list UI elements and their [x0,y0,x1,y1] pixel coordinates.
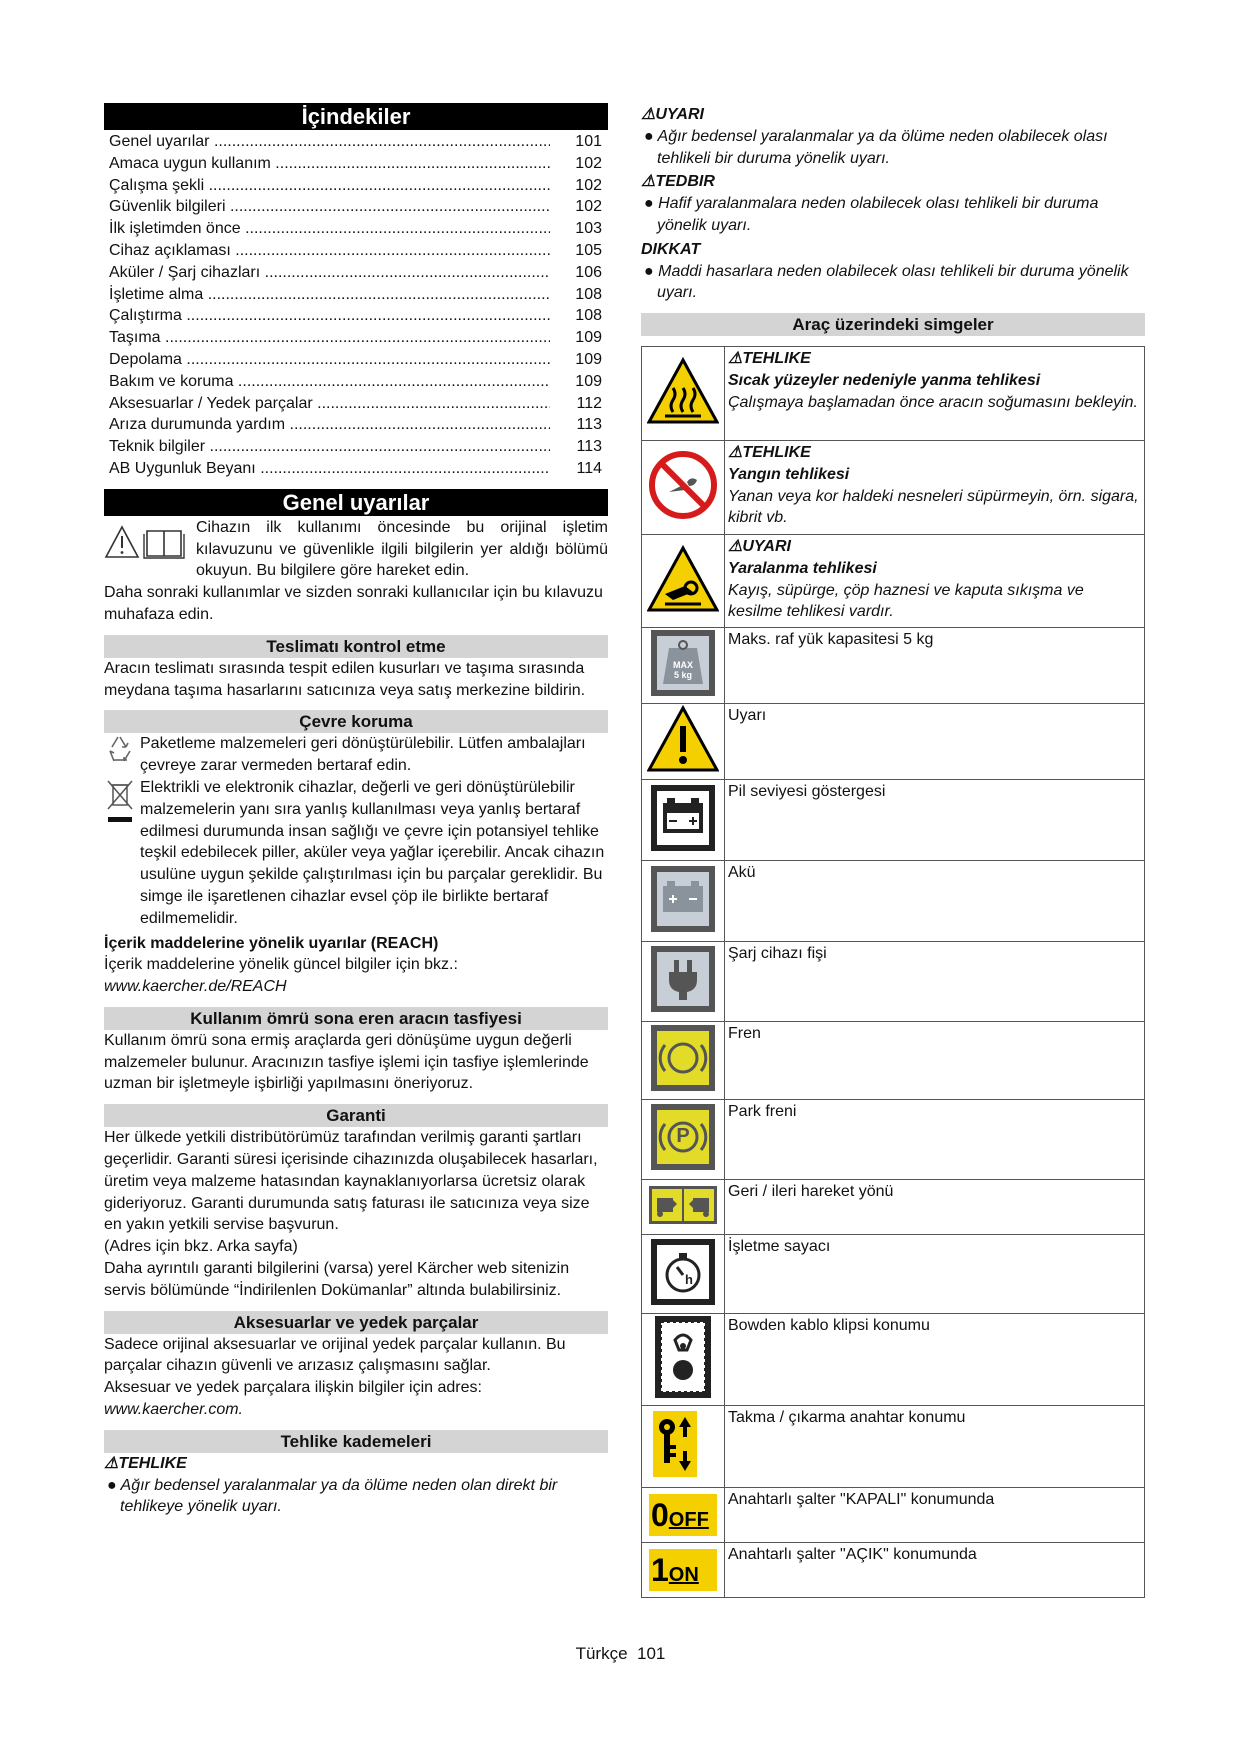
toc-entry-page: 106 [575,263,602,281]
toc-entry-label: Güvenlik bilgileri ..... [109,196,550,218]
tasfiye-title: Kullanım ömrü sona eren aracın tasfiyesi [104,1007,608,1030]
toc-entry-label: AB Uygunluk Beyanı ..... [109,458,550,480]
toc-entry[interactable] [104,436,608,458]
toc-entry-page: 109 [575,329,602,347]
symbol-row [642,1235,1145,1314]
crossed-bin-icon [104,777,136,825]
garanti-p3: Daha ayrıntılı garanti bilgilerini (varsa) yerel Kärcher web sitenizin servis bölümünde “İndirilenlen Dokümanlar” altında bulabilirsiniz. [104,1260,570,1299]
aksesuar-p2: Aksesuar ve yedek parçalara ilişkin bilgiler için adres: [104,1379,482,1397]
symbol-text: Yanan veya kor haldeki nesneleri süpürmeyin, örn. sigara, kibrit vb. [728,487,1139,526]
recycle-block [104,733,608,777]
toc-entry[interactable] [104,284,608,306]
symbol-text: Şarj cihazı fişi [725,942,1145,1022]
aksesuar-p2-block [104,1377,608,1421]
warning-triangle-small-icon: ⚠ [728,444,743,462]
reach-text: İçerik maddelerine yönelik güncel bilgiler için bkz.: [104,956,458,974]
teslimat-title: Teslimatı kontrol etme [104,635,608,658]
toc-entry[interactable] [104,175,608,197]
bowden-clip-icon [647,1314,719,1400]
symbol-text: Çalışmaya başlamadan önce aracın soğumasını bekleyin. [728,393,1138,411]
warning-triangle-icon [647,704,719,774]
toc-entry-label: Çalışma şekli ..... [109,175,550,197]
toc-entry-label: Arıza durumunda yardım ..... [109,414,550,436]
level-tehlike-label: ⚠TEHLIKE [104,1454,187,1472]
recycle-icon [104,733,136,765]
toc-entry[interactable] [104,153,608,175]
parking-brake-icon [647,1102,719,1172]
toc-entry-label: Aküler / Şarj cihazları ..... [109,262,550,284]
no-burning-objects-icon [647,450,719,520]
key-on-icon-word: ON [668,1564,699,1587]
warning-triangle-small-icon: ⚠ [728,538,743,556]
symbol-text: Uyarı [725,704,1145,780]
hour-meter-icon [647,1237,719,1307]
symbol-row [642,628,1145,704]
parking-brake-icon-letter: P [676,1125,690,1148]
level-tehlike-text: ● Ağır bedensel yaralanmalar ya da ölüme neden olan direkt bir tehlikeye yönelik uyarı. [107,1476,558,1516]
toc-entry[interactable] [104,218,608,240]
key-on-icon [649,1549,717,1591]
toc-title: İçindekiler [104,103,608,130]
symbol-warning-label: ⚠UYARI [728,538,791,556]
toc-entry[interactable] [104,393,608,415]
toc-entry-label: Cihaz açıklaması ..... [109,240,550,262]
symbol-row [642,347,1145,441]
toc-entry-page: 105 [575,241,602,259]
toc-entry-label: Amaca uygun kullanım ..... [109,153,550,175]
symbol-text: Maks. raf yük kapasitesi 5 kg [725,628,1145,704]
symbol-row [642,1543,1145,1598]
level-tedbir-label: ⚠TEDBIR [641,173,715,191]
toc-entry[interactable] [104,371,608,393]
reach-text-block [104,954,608,998]
symbol-row [642,1022,1145,1100]
aksesuar-title: Aksesuarlar ve yedek parçalar [104,1311,608,1334]
garanti-title: Garanti [104,1104,608,1127]
symbol-row [642,1314,1145,1406]
key-off-icon-word: OFF [668,1509,709,1532]
left-column [104,103,608,1518]
brake-icon [647,1023,719,1093]
symbol-text: Fren [725,1022,1145,1100]
symbol-warning-label: ⚠TEHLIKE [728,444,811,462]
teslimat-text: Aracın teslimatı sırasında tespit edilen kusurları ve taşıma sırasında meydana taşıma hasarlarını satıcınıza veya satış merkezine bildirin. [104,659,586,699]
hot-surface-icon [647,356,719,426]
tehlike-kademe-title: Tehlike kademeleri [104,1430,608,1453]
reach-link[interactable]: www.kaercher.de/REACH [104,978,287,996]
toc-entry-page: 109 [575,372,602,390]
symbol-text: Pil seviyesi göstergesi [725,780,1145,861]
toc-entry-page: 102 [575,176,602,194]
right-column [641,104,1145,1598]
key-insert-remove-icon [647,1409,719,1479]
symbol-text: Geri / ileri hareket yönü [725,1180,1145,1235]
toc-entry-label: İlk işletimden önce ..... [109,218,550,240]
toc-entry-page: 113 [576,438,602,456]
key-off-icon-number: 0 [651,1497,669,1534]
symbol-row [642,1488,1145,1543]
toc-entry[interactable] [104,414,608,436]
battery-level-icon [647,783,719,853]
toc-entry-page: 109 [575,350,602,368]
symbol-text: Akü [725,861,1145,942]
symbol-row [642,535,1145,628]
cevre-electrical: Elektrikli ve elektronik cihazlar, değerli ve geri dönüştürülebilir malzemelerin yanı sıra yanlış kullanılması veya yanlış bertaraf edilmesi durumunda insan sağlığı ve çevre için potansiyel tehlike teşkil edebilecek piller, aküler veya yağlar içerebilir. Ancak cihazın usulüne uygun şekilde çalıştırılması için bu parçalar gereklidir. Bu simge ile işaretlenen cihazlar evsel çöp ile birlikte bertaraf edilmemelidir. [140,778,605,927]
drive-direction-icon [647,1182,719,1228]
footer-language: Türkçe [575,1644,628,1663]
cevre-packaging: Paketleme malzemeleri geri dönüştürülebilir. Lütfen ambalajları çevreye zarar vermeden bertaraf edin. [140,735,586,775]
toc-entry-page: 108 [575,285,602,303]
warning-triangle-small-icon: ⚠ [104,1454,119,1472]
toc-list [104,131,608,480]
cevre-title: Çevre koruma [104,710,608,733]
toc-entry-label: Çalıştırma ..... [109,305,550,327]
symbol-heading: Yangın tehlikesi [728,465,850,483]
warning-triangle-small-icon: ⚠ [641,106,656,123]
key-off-icon [649,1494,717,1536]
toc-entry-page: 112 [576,394,602,412]
level-uyari-text: ● Ağır bedensel yaralanmalar ya da ölüme neden olabilecek olası tehlikeli bir duruma yönelik uyarı. [644,127,1108,167]
symbol-row [642,441,1145,535]
toc-entry-label: Genel uyarılar ..... [109,131,550,153]
toc-entry[interactable] [104,240,608,262]
garanti-p1: Her ülkede yetkili distribütörümüz tarafından verilmiş garanti şartları geçerlidir. Garanti süresi içerisinde cihazınızda oluşabilecek hasarları, üretim veya malzeme hatasından kaynaklanıyorlarsa ücretsiz olarak gideriyoruz. Garanti durumunda satış faturası ile satıcınıza veya size en yakın yetkili servise başvurun. [104,1129,598,1234]
toc-entry-page: 101 [575,133,602,150]
symbol-text: Park freni [725,1100,1145,1180]
tasfiye-text: Kullanım ömrü sona ermiş araçlarda geri dönüşüme uygun değerli malzemeler bulunur. Aracınızın tasfiye işlemi için tasfiye işlemlerinde uzman bir işletmeyle işbirliği yapılmasını öneriyoruz. [104,1031,589,1093]
weee-block [104,777,608,930]
symbol-row [642,1100,1145,1180]
symbol-row [642,780,1145,861]
toc-entry-label: Taşıma ..... [109,327,550,349]
level-uyari-label: ⚠UYARI [641,106,704,123]
battery-icon [647,864,719,934]
level-dikkat-text: ● Maddi hasarlara neden olabilecek olası tehlikeli bir duruma yönelik uyarı. [644,262,1129,302]
page-footer [0,1644,1241,1664]
warning-triangle-small-icon: ⚠ [641,173,656,191]
genel-keep: Daha sonraki kullanımlar ve sizden sonraki kullanıcılar için bu kılavuzu muhafaza edin. [104,584,603,623]
toc-entry-page: 108 [575,307,602,325]
toc-entry-page: 114 [576,459,602,477]
genel-title: Genel uyarılar [104,489,608,516]
manual-warning-icons [104,517,196,582]
genel-intro: Cihazın ilk kullanımı öncesinde bu orijinal işletim kılavuzunu ve güvenlikle ilgili bilgilerin yer aldığı bölümü okuyun. Bu bilgilere göre hareket edin. [196,518,608,580]
aksesuar-p1: Sadece orijinal aksesuarlar ve orijinal yedek parçalar kullanın. Bu parçalar cihazın güvenli ve arızasız çalışmasını sağlar. [104,1335,566,1375]
toc-entry[interactable] [104,458,608,480]
symbol-warning-label: ⚠TEHLIKE [728,350,811,368]
charger-plug-icon [647,944,719,1014]
symbol-row [642,861,1145,942]
toc-entry-label: Bakım ve koruma ..... [109,371,550,393]
toc-entry[interactable] [104,349,608,371]
reach-title: İçerik maddelerine yönelik uyarılar (REACH) [104,934,439,952]
page-number: 101 [637,1644,666,1663]
toc-entry[interactable] [104,131,608,153]
toc-entry-label: Aksesuarlar / Yedek parçalar ..... [109,393,550,415]
symbol-text: Anahtarlı şalter "AÇIK" konumunda [725,1543,1145,1598]
toc-entry-label: İşletime alma ..... [109,284,550,306]
symbol-text: Bowden kablo klipsi konumu [725,1314,1145,1406]
level-dikkat-label: DIKKAT [641,240,701,258]
symbol-text: İşletme sayacı [725,1235,1145,1314]
symbol-text: Kayış, süpürge, çöp haznesi ve kaputa sıkışma ve kesilme tehlikesi vardır. [728,581,1084,620]
symbol-row [642,1180,1145,1235]
max-load-icon [647,628,719,698]
toc-entry[interactable] [104,262,608,284]
warning-triangle-small-icon: ⚠ [728,350,743,368]
symbols-title: Araç üzerindeki simgeler [641,313,1145,336]
symbol-heading: Yaralanma tehlikesi [728,559,877,577]
toc-entry-page: 103 [575,220,602,238]
crush-hazard-icon [647,544,719,614]
toc-entry[interactable] [104,327,608,349]
toc-entry-label: Depolama ..... [109,349,550,371]
symbol-row [642,1406,1145,1488]
symbol-heading: Sıcak yüzeyler nedeniyle yanma tehlikesi [728,371,1041,389]
toc-entry-page: 102 [575,154,602,172]
aksesuar-link[interactable]: www.kaercher.com. [104,1401,243,1419]
key-on-icon-number: 1 [651,1552,669,1589]
toc-entry-page: 102 [575,198,602,216]
hour-meter-icon-letter: h [685,1271,693,1287]
symbol-text: Anahtarlı şalter "KAPALI" konumunda [725,1488,1145,1543]
symbol-row [642,942,1145,1022]
toc-entry[interactable] [104,196,608,218]
symbol-text: Takma / çıkarma anahtar konumu [725,1406,1145,1488]
level-tedbir-text: ● Hafif yaralanmalara neden olabilecek olası tehlikeli bir duruma yönelik uyarı. [644,195,1099,234]
symbols-table [641,346,1145,1598]
max-load-icon-text: MAX 5 kg [673,660,693,681]
garanti-p2: (Adres için bkz. Arka sayfa) [104,1238,298,1256]
toc-entry-label: Teknik bilgiler ..... [109,436,550,458]
genel-intro-block [104,517,608,582]
symbol-row [642,704,1145,780]
read-manual-icon [104,525,188,559]
toc-entry-page: 113 [576,416,602,434]
toc-entry[interactable] [104,305,608,327]
